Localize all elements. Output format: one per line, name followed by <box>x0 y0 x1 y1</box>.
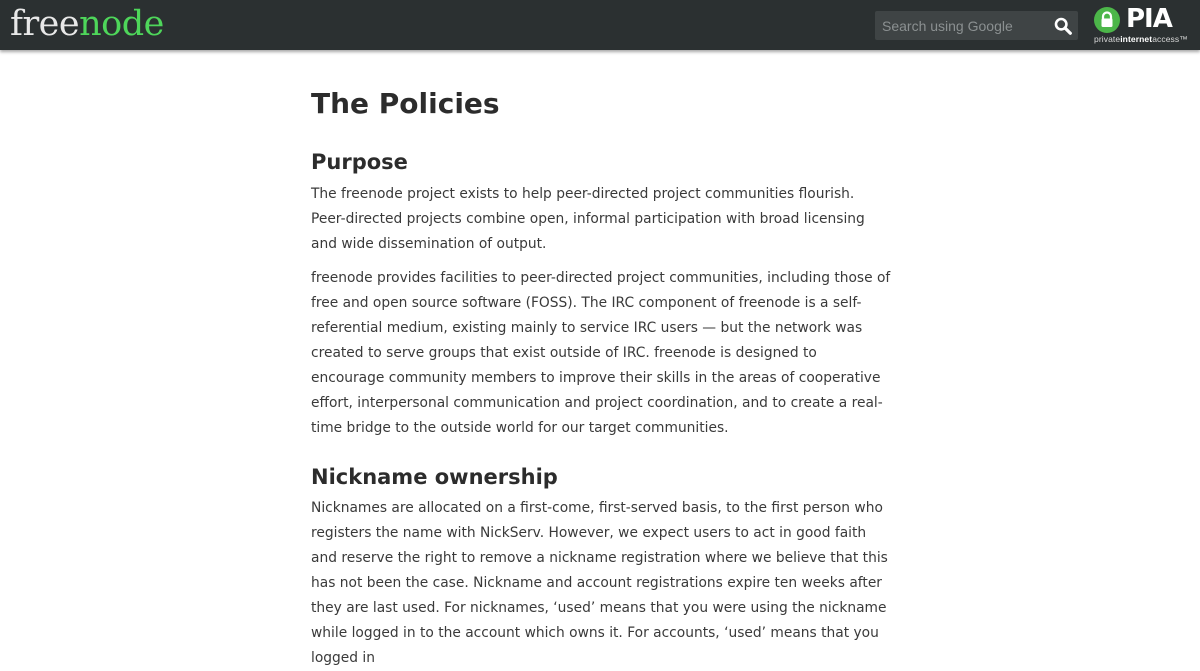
pia-tagline-tm: ™ <box>1179 34 1188 44</box>
top-navigation-bar <box>0 0 1200 50</box>
search-input[interactable] <box>875 11 1045 40</box>
section-heading-nickname-ownership: Nickname ownership <box>311 465 558 489</box>
padlock-icon <box>1093 6 1121 34</box>
magnifier-icon <box>1054 17 1072 35</box>
pia-wordmark: PIA <box>1126 4 1172 34</box>
purpose-paragraph-2: freenode provides facilities to peer-directed project communities, including those of free and open source software (FOSS). The IRC component of freenode is a self-referential medium, existing mainly to service IRC users — but the network was created to serve groups that exist outside of IRC. freenode is designed to encourage community members to improve their skills in the areas of cooperative effort, interpersonal communication and project coordination, and to create a real-time bridge to the outside world for our target communities. <box>311 270 891 436</box>
freenode-logo[interactable] <box>10 4 164 44</box>
logo-node-text: node <box>79 4 164 44</box>
article-content <box>311 84 891 671</box>
pia-sponsor-logo[interactable] <box>1093 6 1197 46</box>
section-heading-purpose: Purpose <box>311 150 408 174</box>
pia-tagline <box>1094 34 1188 44</box>
page-title: The Policies <box>311 87 500 120</box>
search-form <box>875 11 1078 40</box>
pia-tagline-access: access <box>1152 34 1180 44</box>
pia-tagline-internet: internet <box>1120 34 1153 44</box>
purpose-paragraph-1: The freenode project exists to help peer-directed project communities flourish. Peer-directed projects combine open, informal participation with broad licensing and wide dissemination of output. <box>311 186 865 252</box>
nickname-paragraph-1: Nicknames are allocated on a first-come, first-served basis, to the first person who registers the name with NickServ. However, we expect users to act in good faith and reserve the right to remove a nickname registration where we believe that this has not been the case. Nickname and account registrations expire ten weeks after they are last used. For nicknames, ‘used’ means that you were using the nickname while logged in to the account which owns it. For accounts, ‘used’ means that you logged in <box>311 500 888 666</box>
search-button[interactable] <box>1048 11 1078 40</box>
logo-free-text: free <box>10 4 80 44</box>
pia-tagline-private: private <box>1094 34 1121 44</box>
